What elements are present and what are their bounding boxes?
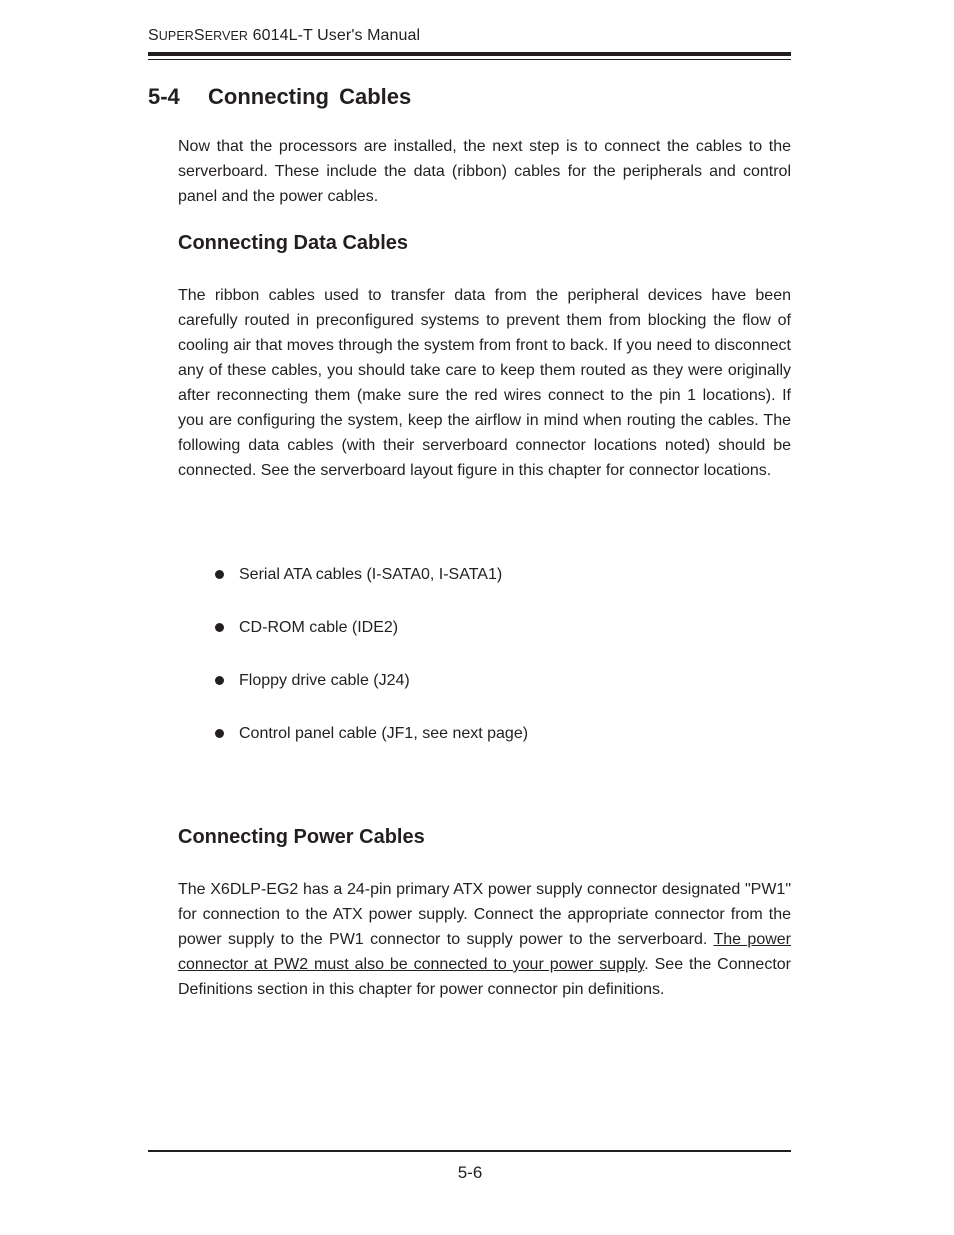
header-title-rest: 6014L-T User's Manual	[248, 27, 421, 44]
bullet-icon	[215, 729, 224, 738]
section-number: 5-4	[148, 84, 180, 109]
header-title-sc2: ERVER	[204, 29, 249, 43]
data-cables-paragraph: The ribbon cables used to transfer data from the peripheral devices have been carefully routed in preconfigured systems to prevent them from blocking the flow of cooling air that moves through the system from front to back. If you need to disconnect any of these cables, you should take care to keep them routed as they were originally after reconnecting them (make sure the red wires connect to the pin 1 locations). If you are configuring the system, keep the airflow in mind when routing the cables. The following data cables (with their serverboard connector locations noted) should be connected. See the serverboard layout figure in this chapter for connector locations.	[178, 287, 791, 479]
list-item	[215, 615, 528, 668]
list-item	[215, 668, 528, 721]
bullet-icon	[215, 623, 224, 632]
power-body-start: The X6DLP-EG2 has a 24-pin primary ATX power supply connector designated "PW1" for connection to the ATX power supply. Connect the appropriate connector from the power supply to the PW1 connector to supply power to the serverboard.	[178, 881, 791, 948]
page-number: 5-6	[457, 1163, 483, 1182]
list-item-text: Serial ATA cables (I-SATA0, I-SATA1)	[239, 566, 503, 583]
data-cables-list	[215, 562, 528, 774]
header-rule-thin	[148, 59, 791, 60]
data-cables-heading: Connecting Data Cables	[178, 232, 409, 254]
list-item-text: Floppy drive cable (J24)	[239, 672, 410, 689]
power-body-underlined: The power connector at PW2 must also be connected to your power supply	[178, 931, 792, 973]
section-title	[148, 84, 411, 110]
running-header	[148, 27, 420, 45]
power-cables-heading: Connecting Power Cables	[178, 826, 425, 848]
bullet-icon	[215, 676, 224, 685]
header-title-s1: S	[148, 27, 159, 44]
list-item-text: Control panel cable (JF1, see next page)	[239, 725, 529, 742]
list-item-text: CD-ROM cable (IDE2)	[239, 619, 399, 636]
intro-paragraph: Now that the processors are installed, the next step is to connect the cables to the serverboard. These include the data (ribbon) cables for the peripherals and control panel and the power cables.	[178, 138, 791, 205]
header-title-sc1: UPER	[158, 29, 194, 43]
section-title-text: Connecting Cables	[208, 84, 412, 109]
power-body-end: . See the Connector Definitions section in this chapter for power connector pin definitions.	[178, 956, 792, 998]
power-cables-paragraph	[178, 877, 791, 1002]
footer-rule	[148, 1150, 791, 1152]
header-title-s2: S	[193, 27, 205, 44]
list-item	[215, 562, 528, 615]
list-item	[215, 721, 528, 774]
header-rule-thick	[148, 52, 791, 56]
bullet-icon	[215, 570, 224, 579]
